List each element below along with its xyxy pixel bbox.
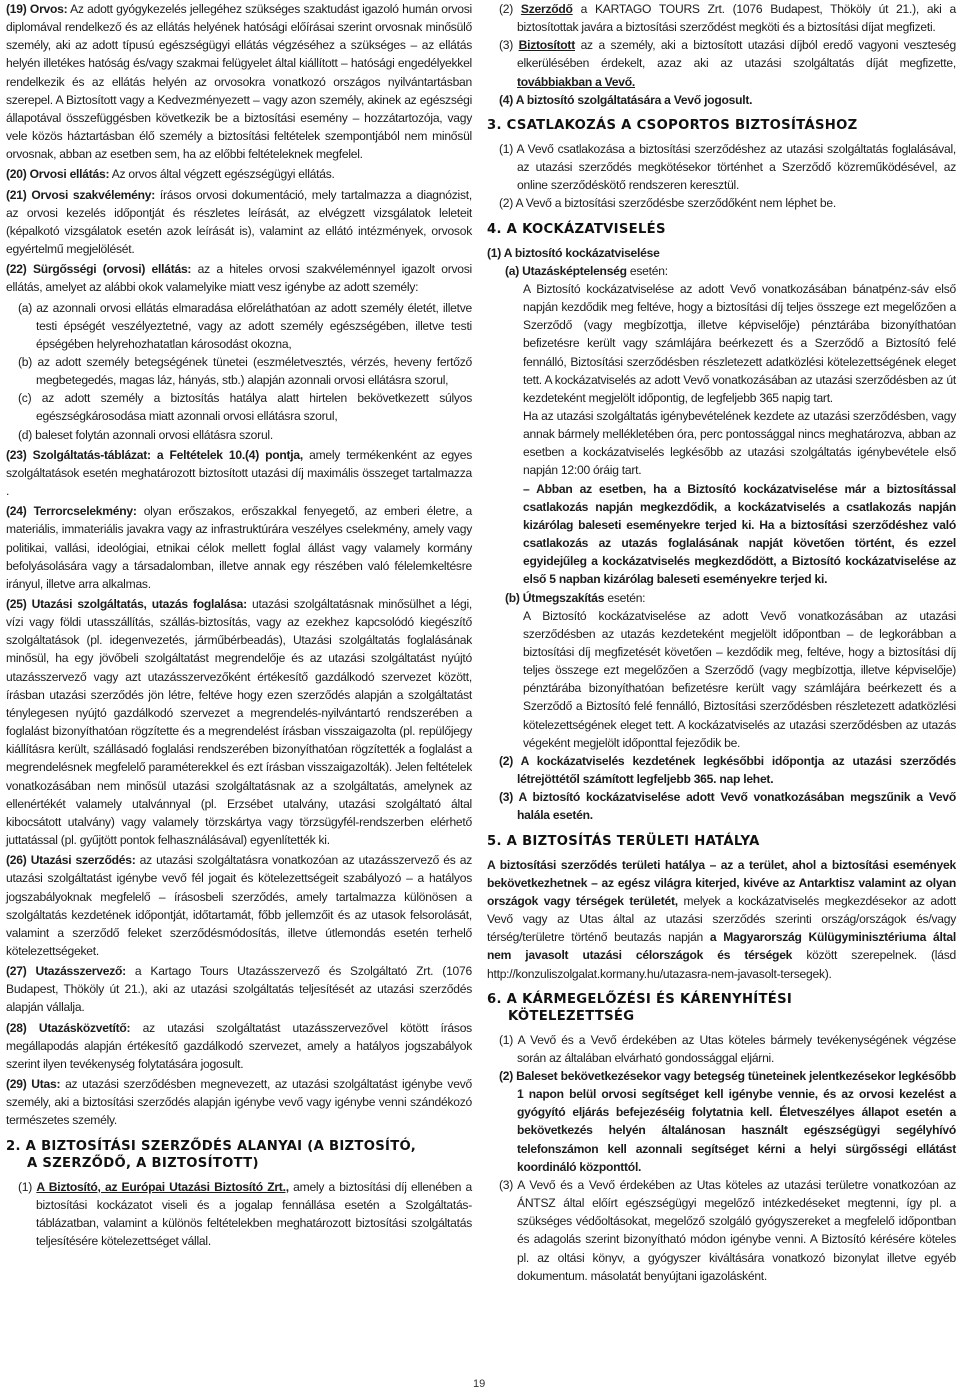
clause-number: (27) [6,964,27,979]
clause-number: (1) [18,1179,33,1194]
definition-text: az utazási szerződésben megnevezett, az utazási szolgáltatást igénybe vevő személy, aki a biztosítási szerződés alapján igénybe vevő vagy igénybe venni szándékozó természetes személy. [6,1077,472,1128]
clause-3-2: (2) A Vevő a biztosítási szerződésbe szerződőként nem léphet be. [499,196,836,211]
definition-23 [6,446,472,500]
list-item: (b) az adott személy betegségének tünetei (eszméletvesztés, vérzés, heveny fertőző megbetegedés, magas láz, hányás, stb.) alapján azonnali orvosi ellátásra szorul, [18,354,472,388]
definition-text: utazási szolgáltatásnak minősülhet a légi, vízi vagy földi utasszállítás, szállás-biztosítás, vagy az ezekhez kapcsolódó kiegészítő szolgáltatások (pl. idegenvezetés, járműbérbeadás), Utazási szolgáltatás foglalásának minősül, ha egy jövőbeli szolgáltatást megrendelője és az utazási szolgáltatást nyújtó utazásszervező vagy azt utazásszervezőként értékesítő gazdálkodó szervezet között, írásban utazási szerződés jön létre, feltéve hogy ezen szerződés alapján a szolgáltatást ténylegesen nyújtó gazdálkodó szervezet a megrendelés-nyilvántartó rendszerében a foglalást bizonyíthatóan rögzítette és a megrendelést írásban visszaigazolta (pl. repülőjegy kiállításra került, szállásadó foglalási rendszerében bizonyíthatóan rögzítették a foglalást a megrendelésnek megfelelő paraméterekkel és ezt írásban visszaigazolták). Jelen feltételek vonatkozásában nem minősül utazási szolgáltatásnak az a szolgáltatás, amelynek az ellenértékét valamely utalvánnyal (pl. Erzsébet utalvány, utazási szolgáltató által kibocsátott utalvány) vagy valamely törzskártya vagy törzsügyfél-rendszerben elérhető juttatással (pl. gyűjtött pontok felhasználásával) egyenlítették ki. [6,597,472,848]
definition-text: írásos orvosi dokumentáció, mely tartalmazza a diagnózist, az orvosi kezelés időpontját és részletes leírását, az elvégzett vizsgálatok leleteit (képalkotó vizsgálatok esetén azok leírását is), valamint az ellátó intézmények, orvosok egyértelmű megjelölését. [6,187,472,257]
definition-21 [6,186,472,259]
term-utazaskozvetito: Utazásközvetítő: [38,1020,131,1035]
territory-bold-2: a Magyarország Külügyminisztériuma által nem javasolt utazási célországok és térségek [487,930,956,963]
clause-4-1a-p2: Ha az utazási szolgáltatás igénybevételének kezdete az utazási szerződésben, vagy annak bármely mellékletében óra, perc pontossággal nincs meghatározva, abban az esetben a kockázatviselés legkésőbb az utazási szolgáltatás igénybevétele első napján 12:00 óráig tart. [523,408,956,478]
definition-20 [6,165,472,183]
clause-2-2 [487,0,956,36]
term-utazasi-szolgaltatas: Utazási szolgáltatás, utazás foglalása: [31,597,247,611]
right-column [487,0,956,1285]
clause-5 [487,856,956,983]
clause-number: (26) [6,853,27,868]
clause-6-3: (3) A Vevő és a Vevő érdekében az Utas köteles az utazási területre vonatkozóan az ÁNTSZ által előírt egészségügyi megelőző intézkedéseket megtenni, így pl. a szükséges védőoltásokat, megelőző szolgáló gyógyszereket a megfelelő időpontban és adagolás szerint bizonyítható módon igénybe venni. A Biztosító kérésére köteles pl. az oltási könyv, a gyógyszer kiváltására vonatkozó bizonylat illetve egyéb dokumentum. másolatát benyújtani igazolásként. [499,1177,956,1283]
clause-number: (23) [6,447,27,462]
heading-line: 2. A BIZTOSÍTÁSI SZERZŐDÉS ALANYAI (A BIZTOSÍTÓ, [6,1138,417,1154]
clause-4-1b-p1: A Biztosító kockázatviselése az adott Vevő vonatkozásában az utazási szerződésben az utazás kezdeteként megjelölt időpontban – de legkorábban a biztosítási díj megfizetését követően – kezdődik meg, feltéve, hogy a biztosítási díj teljes összege ezt megelőzően a Szerződő (vagy megbízottja, illetve képviselője) pénztárába bizonyíthatóan befizetésre került vagy számlájára beérkezett és a Szerződő a Biztosító felé fennálló, Biztosítási szerződésben részletezett adatközlési kötelezettségének eleget tett. A kockázatviselés az utazási szerződésben az utazás végeként megjelölt időponttal fejeződik be. [523,608,956,750]
term-utas: Utas: [31,1077,61,1092]
definition-text: amely termékenként az egyes szolgáltatások esetén meghatározott biztosított utazási díj maximális összeget tartalmazza . [6,447,472,499]
clause-text: amely a biztosítási díj ellenében a biztosítási kockázatot viseli és a jogalap fennállása esetén a Szolgáltatás-táblázatban, valamint a különös feltételekben meghatározott biztosítási szolgáltatás teljesítésére kötelezettséget vállal. [36,1179,472,1248]
clause-3-1: (1) A Vevő csatlakozása a biztosítási szerződéshez az utazási szolgáltatás foglalásával, az utazási szerződés megkötésekor történhet a Szerződő közreműködésével, az online szerződéskötő rendszeren keresztül. [499,141,956,193]
term-utazaskeptelenseg: (a) Utazásképtelenség [505,263,627,278]
clause-4-1b [487,589,956,607]
clause-number: (3) [499,38,514,53]
clause-number: (25) [6,597,27,611]
term-szolgaltatas-tablazat: Szolgáltatás-táblázat: a Feltételek 10.(4) pontja, [32,447,303,462]
clause-4-3: (3) A biztosító kockázatviselése adott Vevő vonatkozásában megszűnik a Vevő halála esetén. [499,790,956,823]
term-orvosi-ellatas: Orvosi ellátás: [29,167,110,182]
clause-suffix: esetén: [604,590,646,605]
section-heading-5: 5. A BIZTOSÍTÁS TERÜLETI HATÁLYA [487,833,760,849]
definition-19 [6,0,472,163]
clause-number: (24) [6,504,27,519]
term-biztositott: Biztosított [518,38,575,53]
clause-4-1a-p3: – Abban az esetben, ha a Biztosító kockázatviselése már a biztosítással csatlakozás napján megkezdődik, a kockázatviselés a csatlakozás napján kizárólag baleseti eseményekre terjed ki. Ha a biztosítási szerződéshez való csatlakozás az utazás foglalásának napját követően történt, és ezzel egyidejűleg a kockázatviselés megkezdődött, a Biztosító kockázatviselése az első 5 napban kizárólag baleseti eseményekre terjed ki. [523,481,956,587]
section-heading-3: 3. CSATLAKOZÁS A CSOPORTOS BIZTOSÍTÁSHOZ [487,117,858,133]
clause-4-1a [487,262,956,280]
term-orvos: Orvos: [29,2,68,16]
territory-bold: A biztosítási szerződés területi hatálya – az a terület, ahol a biztosítási események bekövetkezhetnek – az egész világra kiterjed, kivéve az Antarktisz valamint az olyan országok vagy térségek területét, [487,857,956,908]
territory-text: melyek a kockázatviselés megkezdésekor az adott Vevő vagy az Utas által az utazási szerződés szerinti ország/országok és/vagy térség/területre történő beutazás napján [487,893,956,945]
clause-2-4: (4) A biztosító szolgáltatására a Vevő jogosult. [499,92,753,107]
clause-6-1: (1) A Vevő és a Vevő érdekében az Utas köteles bármely tevékenységének végzése során az általában elvárható gondossággal eljárni. [499,1032,956,1065]
clause-suffix: esetén: [626,263,668,278]
term-surgossegi-ellatas: Sürgősségi (orvosi) ellátás: [32,262,192,277]
territory-text-2: között szerepelnek. (lásd http://konzuliszolgalat.kormany.hu/utazasra-nem-javasolt-tersegek). [487,948,956,981]
heading-line: A SZERZŐDŐ, A BIZTOSÍTOTT) [27,1155,259,1171]
clause-2-3 [487,36,956,90]
definition-text: olyan erőszakos, erőszakkal fenyegető, az emberi életre, a materiális, immateriális javakra vagy az infrastruktúrára veszélyes cselekmény, amely vagy politikai, vallási, ideológiai, etnikai célok mellett foglal állást vagy valamely kormány befolyásolására vagy a társadalomban, illetve annak egy részében való félelemkeltésre irányul, illetve arra alkalmas. [6,504,472,591]
clause-text: a KARTAGO TOURS Zrt. (1076 Budapest, Thököly út 21.), aki a biztosítottak javára a biztosítási szerződést megköti és a biztosítási díjat megfizeti. [517,2,956,35]
definition-text: az utazási szolgáltatást utazásszervezővel kötött írásos megállapodás alapján értékesítő gazdálkodó szervezet, amely a hatályos jogszabályok szerint ilyen tevékenység folytatására jogosult. [6,1020,472,1071]
clause-number: (22) [6,262,27,277]
term-vevo: továbbiakban a Vevő. [517,74,635,89]
clause-number: (19) [6,2,27,16]
clause-number: (2) [499,2,514,16]
definition-24 [6,502,472,593]
definition-text: Az adott gyógykezelés jellegéhez szükséges szaktudást igazoló humán orvosi diplomával rendelkező és az ellátás helyének hatósági előírásai szerint orvosnak minősülő személy, aki az adott típusú egészségügyi ellátás végzéséhez a szükséges – az ellátás helyén illetékes hatóság és/vagy szakmai felügyelet által kiállított – hatósági engedélyekkel rendelkezik és az ellátás helyén az orvosokra vonatkozó országos nyilvántartásban szerepel. A Biztosított vagy a Kedvezményezett – vagy azon személy, akinek az egészségi állapotával összefüggésben következik be a biztosítási esemény – hozzátartozója, vagy vele közös háztartásban élő személy a biztosítási feltételek szempontjából nem minősül orvosnak, abban az esetben sem, ha az előbbi feltételeknek megfelel. [6,2,472,162]
definition-28 [6,1019,472,1073]
term-utazasi-szerzodes: Utazási szerződés: [30,853,136,868]
clause-4-1a-p1: A Biztosító kockázatviselése az adott Vevő vonatkozásában bánatpénz-sáv első napján kezdődik meg feltéve, hogy a biztosítási díj teljes összege ezt megelőzően a Szerződő (vagy megbízottja, illetve képviselője) pénztárába bizonyíthatóan befizetésre került vagy számlájára beérkezett és a Szerződő a Biztosító felé fennálló, Biztosítási szerződésben részletezett adatközlési kötelezettségének eleget tett. A kockázatviselés az adott Vevő vonatkozásában az utazási szerződésben az út kezdeteként megjelölt időpontig, de legfeljebb 365 napig tart. [523,281,956,405]
section-heading-6 [487,991,956,1025]
term-utmegszakitas: (b) Útmegszakítás [505,590,605,605]
definition-25 [6,595,472,849]
heading-line: 6. A KÁRMEGELŐZÉSI ÉS KÁRENYHÍTÉSI [487,991,793,1007]
clause-number: (29) [6,1077,27,1092]
page-number: 19 [473,1378,486,1390]
clause-2-1 [6,1178,472,1251]
definition-text: Az orvos által végzett egészségügyi ellátás. [109,167,335,182]
definition-text: az a hiteles orvosi szakvéleménnyel igazolt orvosi ellátás, amelyet az alábbi okok valamelyike miatt vesz igénybe az adott személy: [6,262,472,295]
section-heading-2 [6,1138,472,1172]
definition-text: a Kartago Tours Utazásszervező és Szolgáltató Zrt. (1076 Budapest, Thököly út 21.), aki az utazási szolgáltatás teljesítését az utazási szerződés alapján vállalja. [6,964,472,1015]
definition-text: az utazási szolgáltatásra vonatkozóan az utazásszervező és az utazási szolgáltatást igénybe vevő fél jogait és kötelezettségeit szabályozó – a hatályos jogszabályoknak megfelelő – írásosbeli szerződés, amely tartalmazza különösen a szolgáltatás kezdetének időpontját, időtartamát, főbb jellemzőit és az utasok felsorolását, valamint a szerződő feleket szerződésmódosítás, illetve útlemondás esetén terhelő kötelezettségeket. [6,853,472,958]
clause-number: (28) [6,1020,27,1035]
clause-text: az a személy, aki a biztosított utazási díjból eredő vagyoni veszteség elkerülésében érdekelt, azaz aki az utazási szolgáltatás díját megfizette, [517,38,956,71]
definition-22 [6,260,472,296]
definition-27 [6,962,472,1016]
term-szerzodo: Szerződő [520,2,573,16]
term-utazasszervezo: Utazásszervező: [35,964,126,979]
clause-number: (21) [6,187,27,202]
definition-26 [6,851,472,960]
clause-4-1-title: (1) A biztosító kockázatviselése [487,245,660,260]
left-column [6,0,472,1250]
clause-4-2: (2) A kockázatviselés kezdetének legkésőbbi időpontja az utazási szerződés létrejöttétől számított legfeljebb 365. nap lehet. [499,753,956,787]
term-terrorcselekmeny: Terrorcselekmény: [33,504,137,519]
list-item: (a) az azonnali orvosi ellátás elmaradása előreláthatóan az adott személy életét, illetve testi épségét veszélyeztetné, vagy az adott személy egészségében, illetve testi épségében helyrehozhatatlan károsodást okozna, [18,300,472,351]
clause-6-2: (2) Baleset bekövetkezésekor vagy betegség tüneteinek jelentkezésekor legkésőbb 1 napon belül orvosi segítséget kell igénybe vennie, és az orvosi kezelést a gyógyító eljárás befejezéséig folytatnia kell. Életveszélyes állapot esetén a bekövetkezés helyén általánosan használt egészségügyi segélyhívó telefonszámon kell azonnali segítséget kérni a helyi sürgősségi ellátást koordináló központtól. [499,1068,956,1174]
definition-29 [6,1075,472,1129]
heading-line: KÖTELEZETTSÉG [508,1008,635,1024]
section-heading-4: 4. A KOCKÁZATVISELÉS [487,221,666,237]
term-biztosito: A Biztosító, az Európai Utazási Biztosító Zrt., [36,1179,289,1194]
term-orvosi-szakvelemeny: Orvosi szakvélemény: [31,187,156,202]
list-item: (c) az adott személy a biztosítás hatálya alatt hirtelen bekövetkezett súlyos egészségkárosodása miatt azonnali orvosi ellátásra szorul, [18,391,472,424]
list-item: (d) baleset folytán azonnali orvosi ellátásra szorul. [18,427,273,442]
clause-number: (20) [6,167,27,182]
